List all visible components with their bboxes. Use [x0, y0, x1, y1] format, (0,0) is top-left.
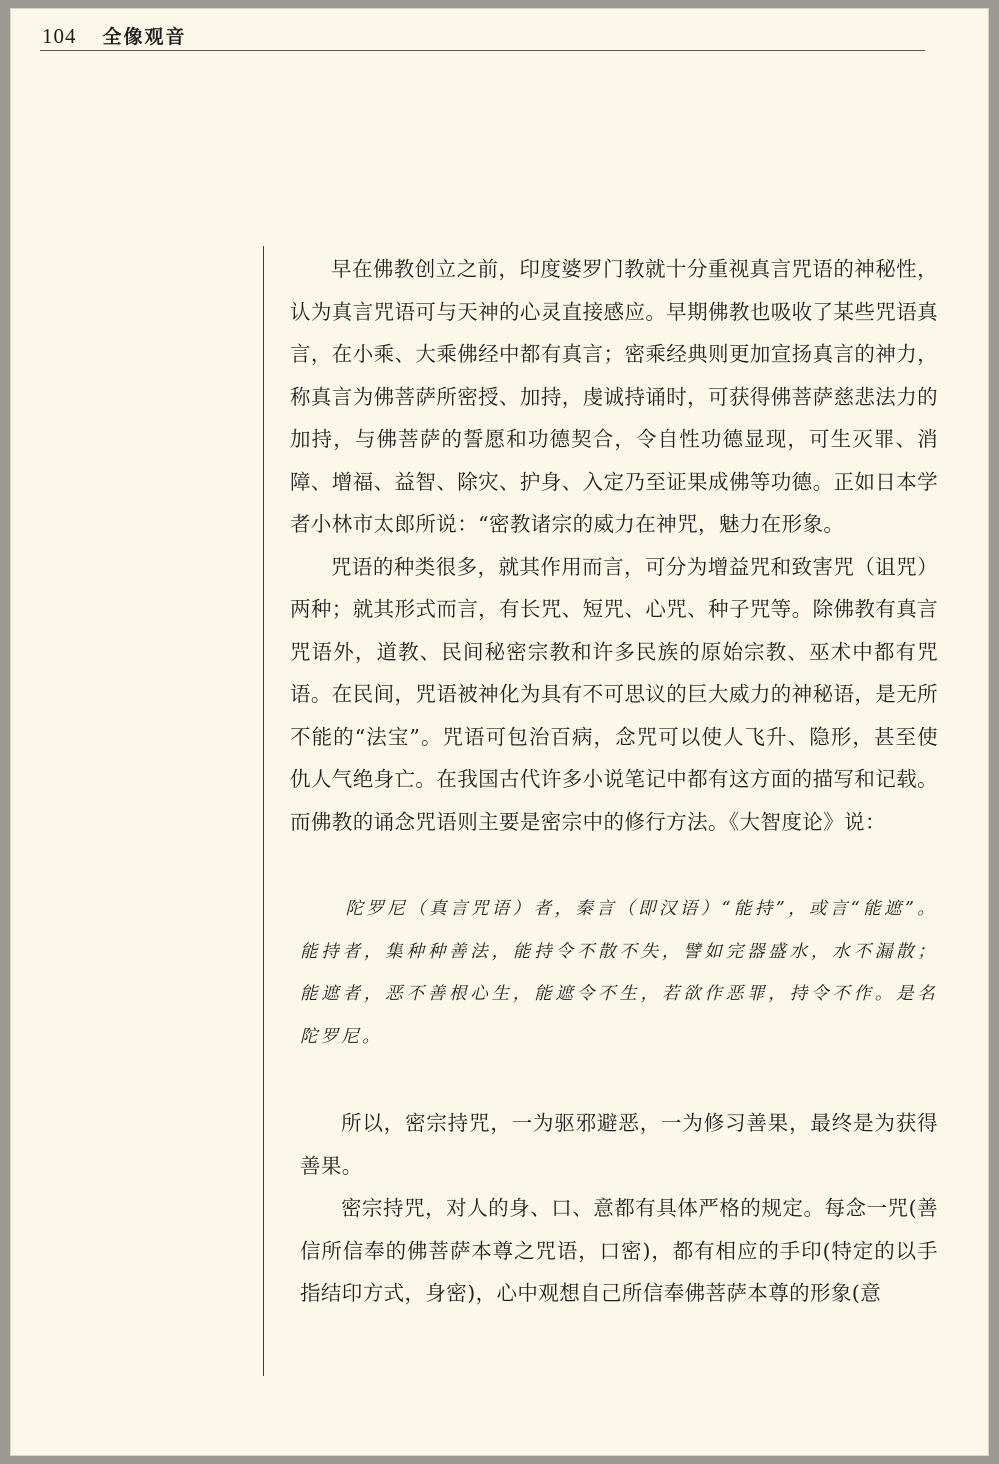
paragraph: 密宗持咒，对人的身、口、意都有具体严格的规定。每念一咒(善信所信奉的佛菩萨本尊之咒语，口密)，都有相应的手印(特定的以手指结印方式，身密)，心中观想自己所信奉佛菩萨本尊的形象(意: [300, 1196, 938, 1305]
book-page: [10, 8, 989, 1456]
page-number: 104: [42, 24, 77, 48]
paragraph: 所以，密宗持咒，一为驱邪避恶，一为修习善果，最终是为获得善果。: [300, 1111, 938, 1178]
block-quote: 陀罗尼（真言咒语）者，秦言（即汉语）“能持”，或言“能遮”。能持者，集种种善法，能持令不散不失，譬如完器盛水，水不漏散；能遮者，恶不善根心生，能遮令不生，若欲作恶罪，持令不作。是名陀罗尼。: [300, 899, 938, 1047]
running-header: [42, 22, 187, 52]
paragraph: 早在佛教创立之前，印度婆罗门教就十分重视真言咒语的神秘性，认为真言咒语可与天神的心灵直接感应。早期佛教也吸收了某些咒语真言，在小乘、大乘佛经中都有真言；密乘经典则更加宣扬真言的神力，称真言为佛菩萨所密授、加持，虔诚持诵时，可获得佛菩萨慈悲法力的加持，与佛菩萨的誓愿和功德契合，令自性功德显现，可生灭罪、消障、增福、益智、除灾、护身、入定乃至证果成佛等功德。正如日本学者小林市太郎所说：“密教诸宗的威力在神咒，魅力在形象。: [290, 257, 938, 536]
margin-rule: [263, 246, 264, 1376]
book-title: 全像观音: [102, 26, 187, 48]
header-rule: [40, 50, 925, 51]
paragraph: 咒语的种类很多，就其作用而言，可分为增益咒和致害咒（诅咒）两种；就其形式而言，有长咒、短咒、心咒、种子咒等。除佛教有真言咒语外，道教、民间秘密宗教和许多民族的原始宗教、巫术中都有咒语。在民间，咒语被神化为具有不可思议的巨大威力的神秘语，是无所不能的“法宝”。咒语可包治百病，念咒可以使人飞升、隐形，甚至使仇人气绝身亡。在我国古代许多小说笔记中都有这方面的描写和记载。而佛教的诵念咒语则主要是密宗中的修行方法。《大智度论》说：: [290, 554, 938, 834]
body-text: [290, 248, 938, 1315]
